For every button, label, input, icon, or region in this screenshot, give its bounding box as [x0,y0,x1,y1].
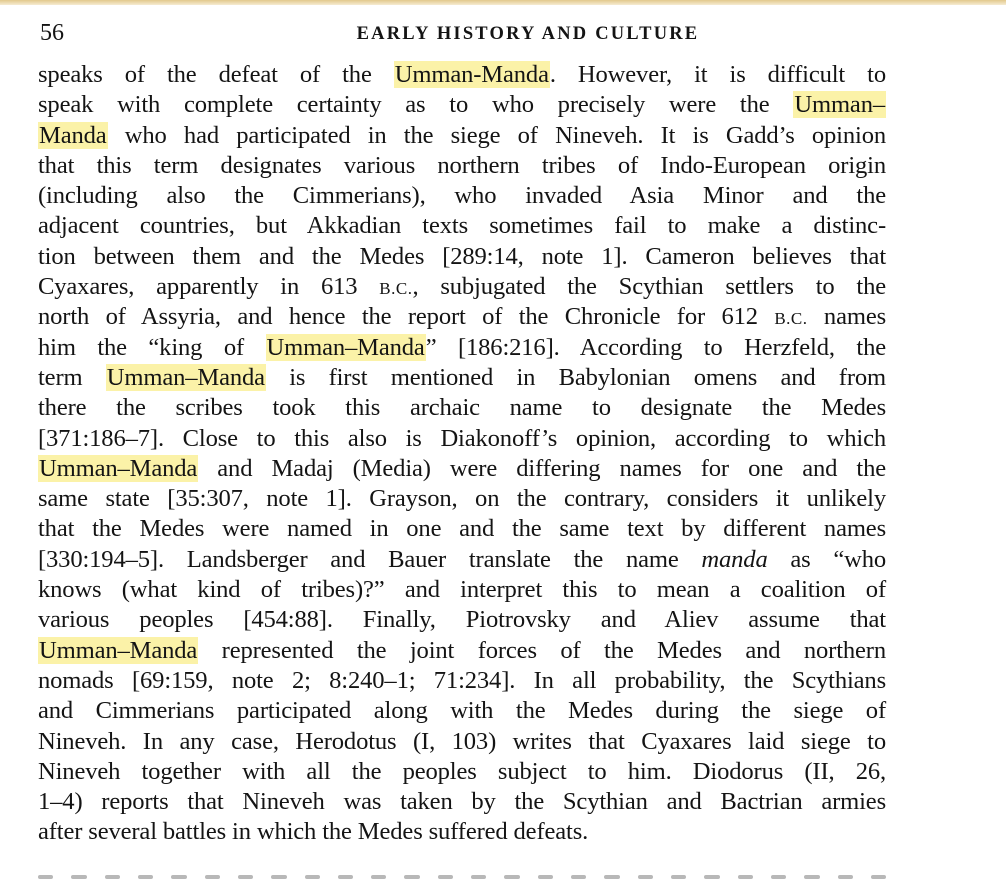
text-segment: represented the joint forces of the Medes and northern [198,636,886,664]
text-segment: after several battles in which the Medes suffered defeats. [38,818,589,846]
text-line [38,393,886,423]
highlighted-term: Umman– [794,91,885,119]
text-line [38,424,886,454]
era-abbreviation: B.C. [379,279,413,299]
page-top-edge [0,0,1006,5]
text-segment: tion between them and the Medes [289:14, note 1]. Cameron believes that [38,242,886,270]
text-line [38,242,886,272]
text-segment: north of Assyria, and hence the report of the Chronicle for 612 [38,303,775,331]
text-line [38,333,886,363]
text-segment: [330:194–5]. Landsberger and Bauer translate the name [38,545,702,573]
text-line [38,302,886,332]
text-line [38,817,886,847]
text-segment: Nineveh. In any case, Herodotus (I, 103) writes that Cyaxares laid siege to [38,727,886,755]
text-segment: him the “king of [38,333,266,361]
text-line [38,363,886,393]
text-segment: [371:186–7]. Close to this also is Diakonoff’s opinion, according to which [38,424,886,452]
text-line [38,575,886,605]
text-line [38,545,886,575]
text-segment: same state [35:307, note 1]. Grayson, on the contrary, considers it unlikely [38,485,886,513]
text-segment: . However, it is difficult to [549,61,886,88]
text-segment: (including also the Cimmerians), who invaded Asia Minor and the [38,182,886,210]
italic-term: manda [701,545,768,573]
text-line [38,151,886,181]
text-line [38,757,886,787]
text-line [38,636,886,666]
text-segment: as “who [767,545,886,573]
text-segment: term [38,363,106,391]
highlighted-term: Umman–Manda [39,454,198,482]
page-number: 56 [40,20,64,46]
text-segment: names [807,303,887,331]
text-line [38,60,886,90]
text-segment: who had participated in the siege of Nineveh. It is Gadd’s opinion [107,121,886,149]
text-line [38,484,886,514]
text-line [38,727,886,757]
text-segment: , subjugated the Scythian settlers to the [412,273,886,301]
text-line [38,121,886,151]
text-segment: and Madaj (Media) were differing names for one and the [198,454,886,482]
highlighted-term: Umman-Manda [394,61,549,88]
text-line [38,787,886,817]
next-line-cutoff [38,872,886,880]
text-line [38,181,886,211]
highlighted-term: Manda [39,121,107,149]
text-segment: that this term designates various northern tribes of Indo-European origin [38,151,886,179]
text-segment: nomads [69:159, note 2; 8:240–1; 71:234]. In all probability, the Scythians [38,666,886,694]
text-segment: Nineveh together with all the peoples subject to him. Diodorus (II, 26, [38,757,886,785]
text-line [38,514,886,544]
text-line [38,666,886,696]
highlighted-term: Umman–Manda [266,333,425,361]
text-line [38,696,886,726]
text-line [38,605,886,635]
body-paragraph [38,60,886,848]
text-segment: speak with complete certainty as to who precisely were the [38,91,794,119]
highlighted-term: Umman–Manda [106,363,265,391]
highlighted-term: Umman–Manda [39,636,198,664]
text-segment: that the Medes were named in one and the same text by different names [38,515,886,543]
text-segment: there the scribes took this archaic name to designate the Medes [38,394,886,422]
text-segment: ” [186:216]. According to Herzfeld, the [425,333,886,361]
text-line [38,90,886,120]
text-segment: adjacent countries, but Akkadian texts sometimes fail to make a distinc- [38,212,886,240]
text-segment: speaks of the defeat of the [38,61,394,88]
text-line [38,211,886,241]
page-header [40,18,886,48]
text-line [38,272,886,302]
era-abbreviation: B.C. [774,309,808,329]
text-segment: various peoples [454:88]. Finally, Piotrovsky and Aliev assume that [38,606,886,634]
text-segment: 1–4) reports that Nineveh was taken by the Scythian and Bactrian armies [38,788,886,816]
text-segment: and Cimmerians participated along with the Medes during the siege of [38,697,886,725]
text-line [38,454,886,484]
running-head: EARLY HISTORY AND CULTURE [356,24,700,44]
text-segment: is first mentioned in Babylonian omens and from [265,363,886,391]
text-segment: Cyaxares, apparently in 613 [38,273,380,301]
text-segment: knows (what kind of tribes)?” and interpret this to mean a coalition of [38,576,886,604]
